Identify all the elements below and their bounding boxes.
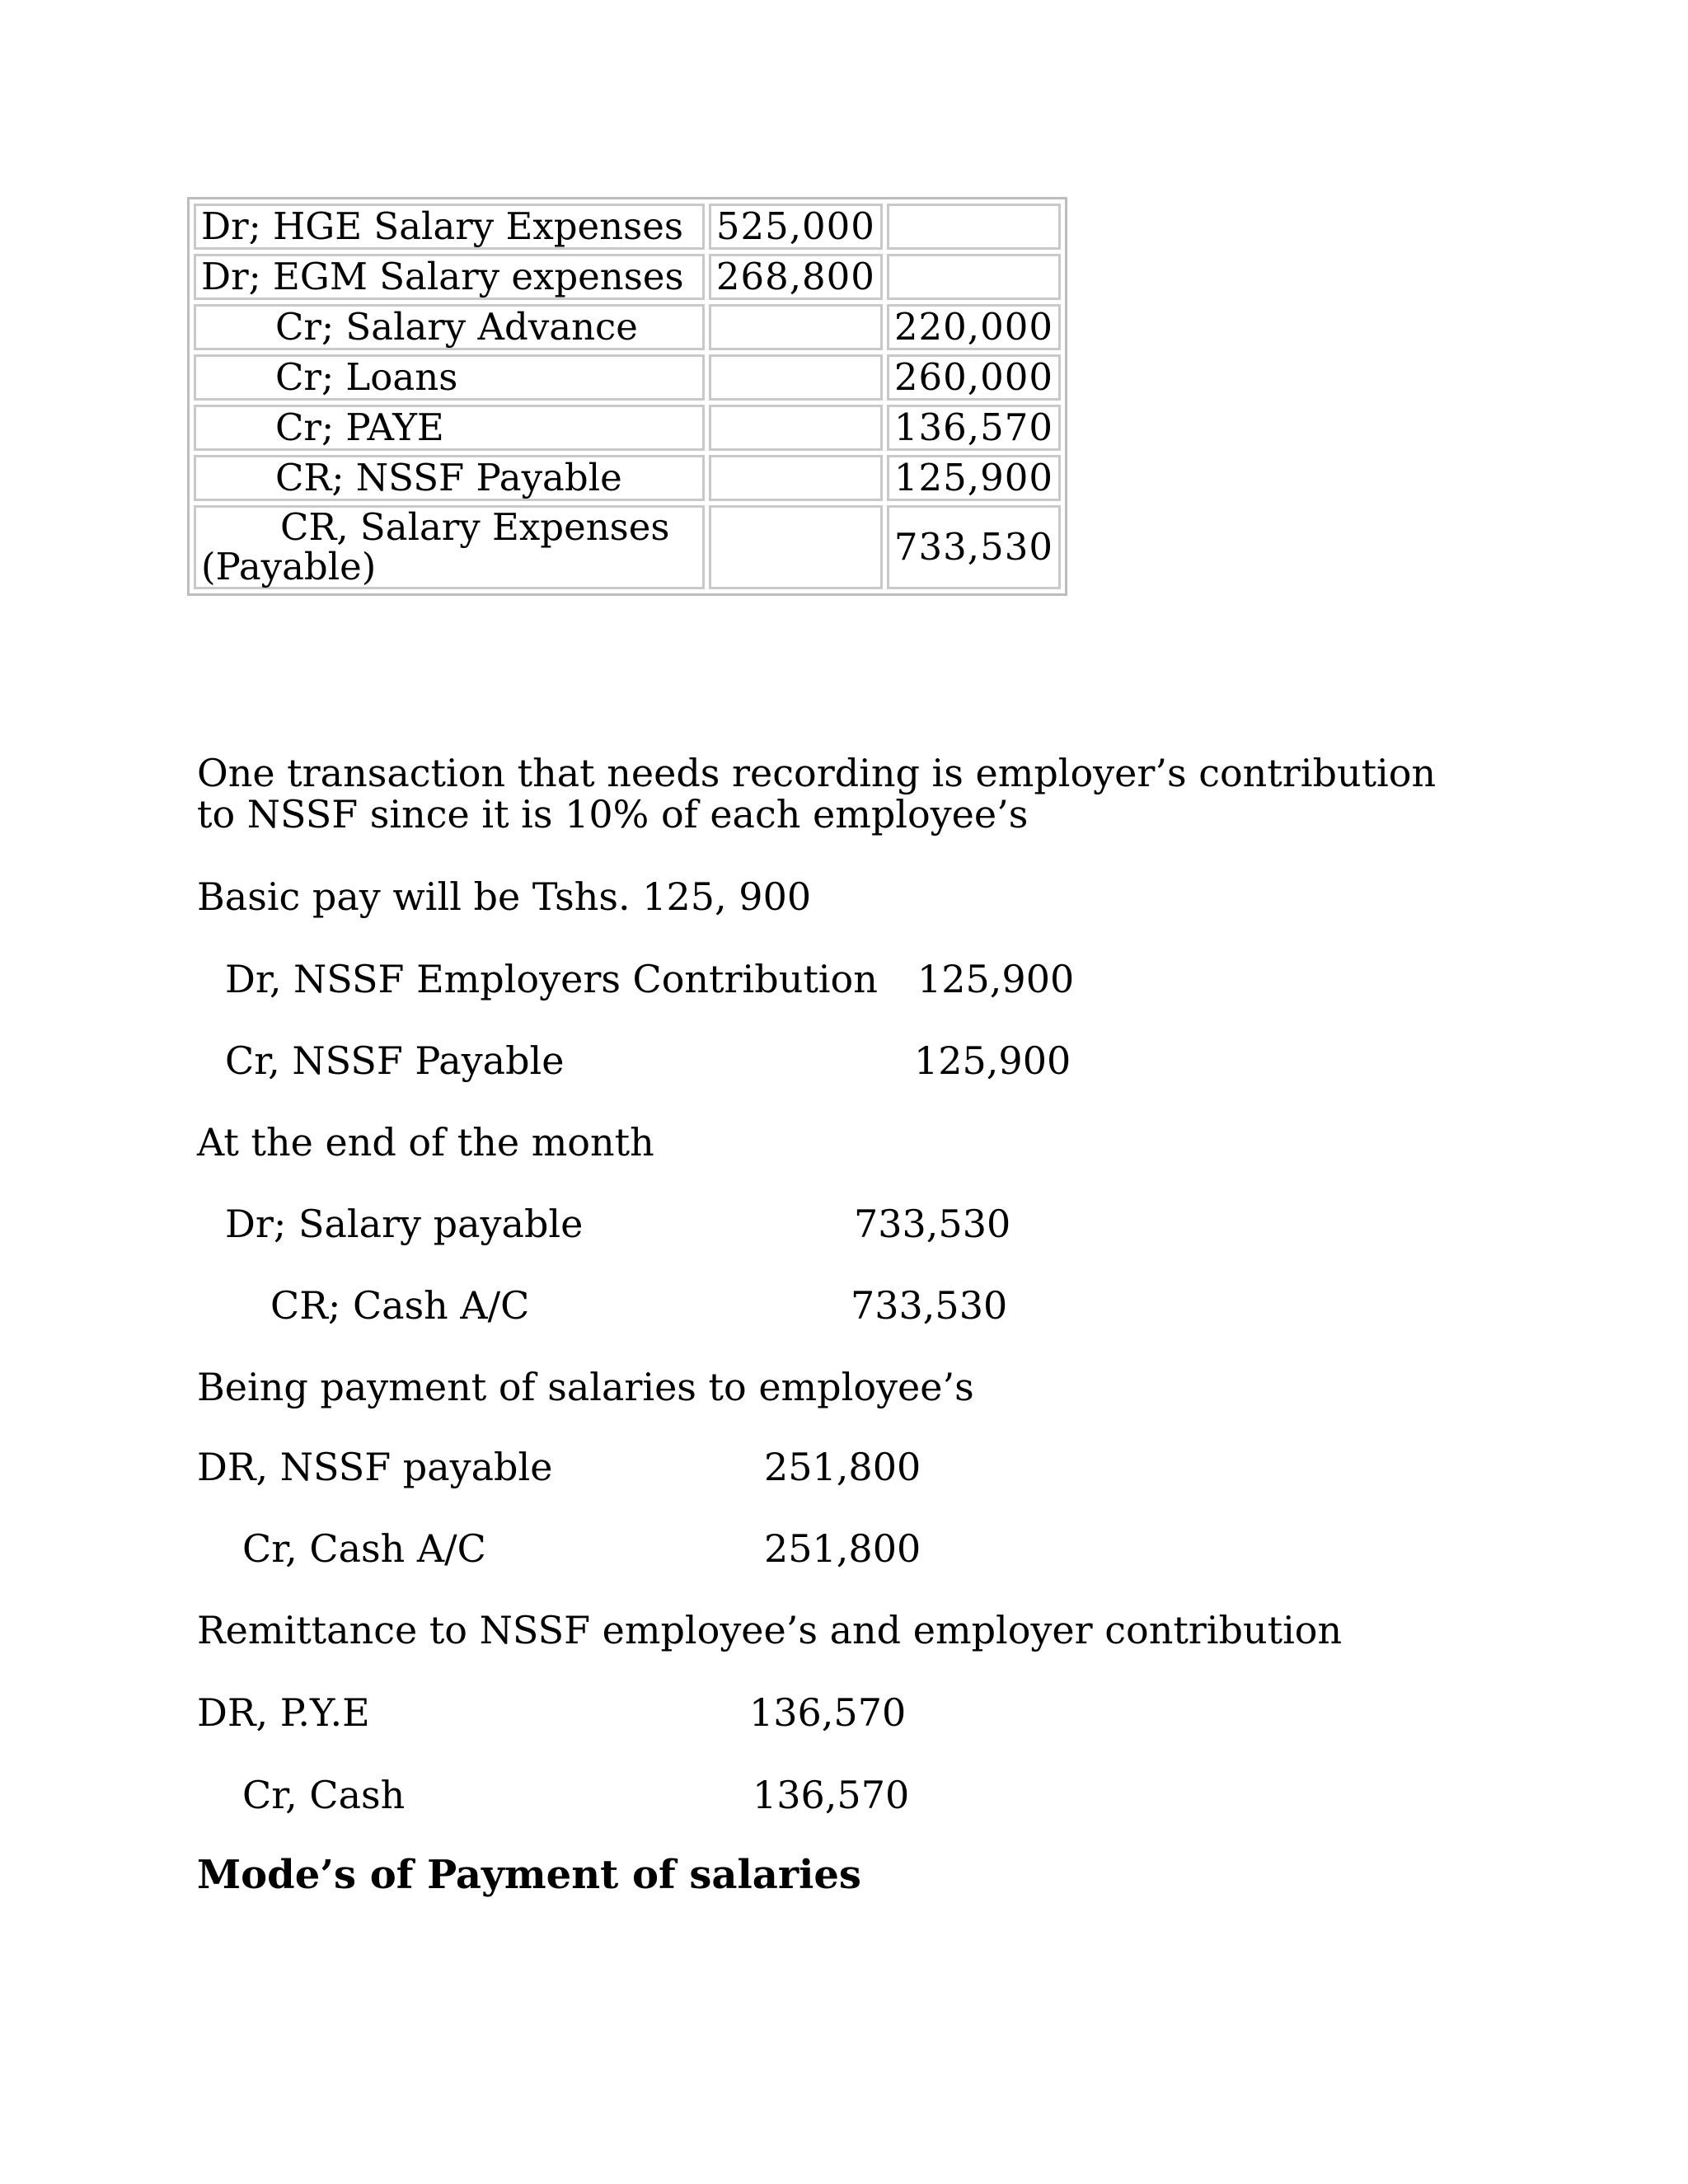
debit-cell — [709, 455, 883, 501]
table-row — [194, 455, 1061, 501]
account-cell: Cr; Salary Advance — [194, 304, 705, 350]
table-row — [194, 505, 1061, 589]
account-cell: Dr; EGM Salary expenses — [194, 254, 705, 300]
basic-pay-line: Basic pay will be Tshs. 125, 900 — [197, 874, 812, 919]
paye-cr-label: Cr, Cash — [242, 1773, 406, 1817]
nssf-payable-cr-amount: 251,800 — [764, 1526, 921, 1571]
credit-cell — [887, 204, 1061, 250]
credit-cell: 125,900 — [887, 455, 1061, 501]
debit-cell — [709, 304, 883, 350]
debit-cell — [709, 505, 883, 589]
nssf-dr-amount: 125,900 — [917, 957, 1075, 1001]
nssf-payable-cr-label: Cr, Cash A/C — [242, 1526, 486, 1571]
nssf-cr-amount: 125,900 — [914, 1038, 1071, 1083]
debit-cell — [709, 354, 883, 401]
remittance-note: Remittance to NSSF employee’s and employer contribution — [197, 1608, 1343, 1652]
nssf-payable-dr-label: DR, NSSF payable — [197, 1445, 553, 1489]
debit-cell — [709, 405, 883, 451]
paye-dr-label: DR, P.Y.E — [197, 1690, 370, 1735]
nssf-payable-dr-amount: 251,800 — [764, 1445, 921, 1489]
section-heading: Mode’s of Payment of salaries — [197, 1852, 861, 1898]
credit-cell — [887, 254, 1061, 300]
table-row — [194, 304, 1061, 350]
table-row — [194, 354, 1061, 401]
credit-cell: 220,000 — [887, 304, 1061, 350]
nssf-dr-label: Dr, NSSF Employers Contribution — [225, 957, 878, 1001]
account-cell: Cr; PAYE — [194, 405, 705, 451]
credit-cell: 260,000 — [887, 354, 1061, 401]
account-cell: Dr; HGE Salary Expenses — [194, 204, 705, 250]
salary-dr-label: Dr; Salary payable — [225, 1202, 584, 1246]
paye-dr-amount: 136,570 — [749, 1690, 907, 1735]
journal-table — [187, 197, 1067, 596]
salary-cr-amount: 733,530 — [851, 1283, 1008, 1328]
account-cell: CR; NSSF Payable — [194, 455, 705, 501]
nssf-explanation: One transaction that needs recording is employer’s contribution to NSSF since it is 10% of each employee’s — [197, 751, 1437, 837]
debit-cell: 525,000 — [709, 204, 883, 250]
salary-payment-note: Being payment of salaries to employee’s — [197, 1365, 974, 1409]
month-end-heading: At the end of the month — [197, 1120, 654, 1165]
table-row — [194, 405, 1061, 451]
salary-dr-amount: 733,530 — [854, 1202, 1011, 1246]
credit-cell: 136,570 — [887, 405, 1061, 451]
table-row — [194, 204, 1061, 250]
debit-cell: 268,800 — [709, 254, 883, 300]
account-label: CR, Salary Expenses (Payable) — [201, 505, 670, 588]
salary-cr-label: CR; Cash A/C — [270, 1283, 530, 1328]
account-cell — [194, 505, 705, 589]
account-cell: Cr; Loans — [194, 354, 705, 401]
table-row — [194, 254, 1061, 300]
credit-cell: 733,530 — [887, 505, 1061, 589]
paye-cr-amount: 136,570 — [753, 1773, 910, 1817]
nssf-cr-label: Cr, NSSF Payable — [225, 1038, 565, 1083]
